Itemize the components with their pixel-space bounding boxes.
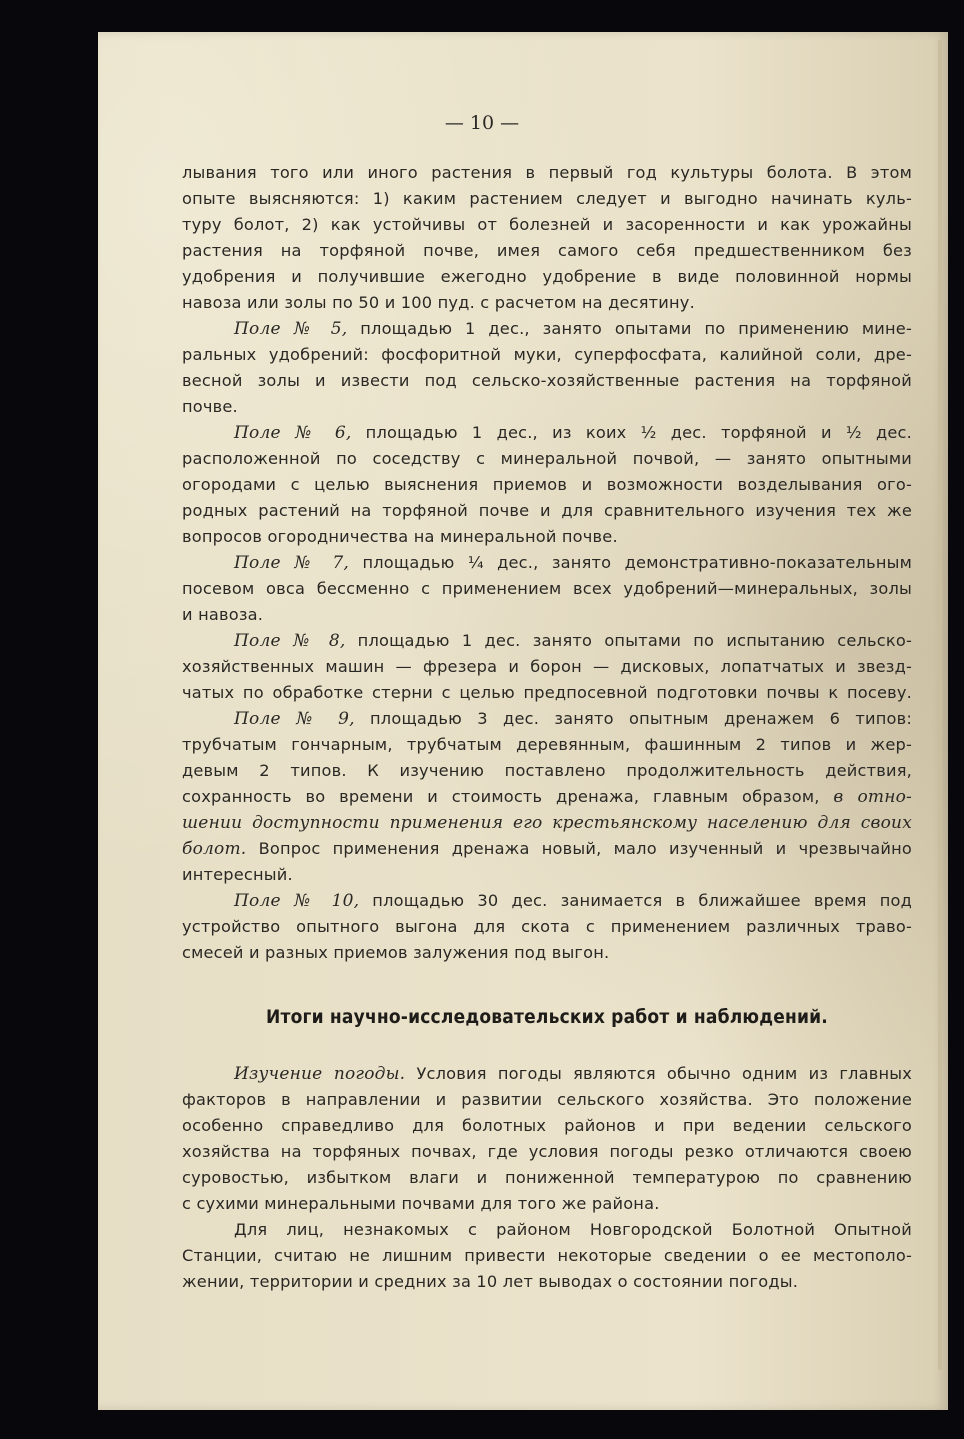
text-run: расположенной по соседству с минеральной почвой, — занято опытными	[182, 449, 912, 468]
text-line	[182, 1217, 912, 1243]
text-line	[182, 576, 912, 602]
text-run: ральных удобрений: фосфоритной муки, суперфосфата, калийной соли, дре-	[182, 345, 912, 364]
text-line	[182, 316, 912, 342]
text-line	[182, 888, 912, 914]
text-line	[182, 420, 912, 446]
text-line	[182, 732, 912, 758]
italic-run: Поле № 8,	[234, 631, 346, 651]
text-line	[182, 368, 912, 394]
italic-run: Поле № 5,	[234, 319, 348, 339]
text-line	[182, 394, 912, 420]
page-number: — 10 —	[444, 112, 520, 134]
text-run: смесей и разных приемов залужения под выгон.	[182, 943, 610, 962]
text-line	[182, 810, 912, 836]
text-line	[182, 186, 912, 212]
italic-run: Поле № 9,	[234, 709, 355, 729]
text-run: посевом овса бессменно с применением всех удобрений—минеральных, золы	[182, 579, 912, 598]
italic-run: Поле № 10,	[234, 891, 360, 911]
text-run: устройство опытного выгона для скота с применением различных траво-	[182, 917, 912, 936]
paragraphs-fields	[182, 160, 912, 966]
text-line	[182, 550, 912, 576]
text-run: удобрения и получившие ежегодно удобрение в виде половинной нормы	[182, 267, 912, 286]
text-run: интересный.	[182, 865, 293, 884]
text-run: лывания того или иного растения в первый год культуры болота. В этом	[182, 163, 912, 182]
text-run: суровостью, избытком влаги и пониженной температурою по сравнению	[182, 1168, 912, 1187]
italic-run: болот.	[182, 839, 247, 859]
text-line	[182, 758, 912, 784]
text-run: девым 2 типов. К изучению поставлено продолжительность действия,	[182, 761, 912, 780]
text-line	[182, 1061, 912, 1087]
text-line	[182, 1113, 912, 1139]
text-line	[182, 1139, 912, 1165]
text-line	[182, 1165, 912, 1191]
page-edge	[938, 40, 942, 1370]
text-run: весной золы и извести под сельско-хозяйственные растения на торфяной	[182, 371, 912, 390]
text-run: жении, территории и средних за 10 лет выводах о состоянии погоды.	[182, 1272, 799, 1291]
text-run: Вопрос применения дренажа новый, мало изученный и чрезвычайно	[246, 839, 912, 858]
text-line	[182, 290, 912, 316]
text-line	[182, 1243, 912, 1269]
italic-run: Изучение погоды.	[234, 1064, 406, 1084]
text-run: факторов в направлении и развитии сельского хозяйства. Это положение	[182, 1090, 912, 1109]
text-run: и навоза.	[182, 605, 264, 624]
text-run: вопросов огородничества на минеральной почве.	[182, 527, 618, 546]
text-line	[182, 524, 912, 550]
text-line	[182, 784, 912, 810]
text-line	[182, 212, 912, 238]
text-run: туру болот, 2) как устойчивы от болезней и засоренности и как урожайны	[182, 215, 912, 234]
text-run: чатых по обработке стерни с целью предпосевной подготовки почвы к посеву.	[182, 683, 912, 702]
section-heading: Итоги научно-исследовательских работ и наблюдений.	[266, 1006, 828, 1028]
text-line	[182, 238, 912, 264]
text-line	[182, 264, 912, 290]
text-run: хозяйственных машин — фрезера и борон — дисковых, лопатчатых и звезд-	[182, 657, 912, 676]
text-line	[182, 1191, 912, 1217]
text-run: площадью 1 дес. занято опытами по испытанию сельско-	[345, 631, 913, 650]
text-run: навоза или золы по 50 и 100 пуд. с расчетом на десятину.	[182, 293, 695, 312]
text-line	[182, 498, 912, 524]
text-run: площадью 1 дес., из коих ½ дес. торфяной и ½ дес.	[351, 423, 913, 442]
text-run: Станции, считаю не лишним привести некоторые сведении о ее местополо-	[182, 1246, 912, 1265]
text-run: площадью 3 дес. занято опытным дренажем 6 типов:	[354, 709, 912, 728]
text-line	[182, 628, 912, 654]
text-run: опыте выясняются: 1) каким растением следует и выгодно начинать куль-	[182, 189, 912, 208]
text-line	[182, 160, 912, 186]
italic-run: Поле № 7,	[234, 553, 350, 573]
text-line	[182, 1087, 912, 1113]
italic-run: Поле № 6,	[234, 423, 352, 443]
text-run: родных растений на торфяной почве и для сравнительного изучения тех же	[182, 501, 912, 520]
text-line	[182, 940, 912, 966]
text-run: трубчатым гончарным, трубчатым деревянным, фашинным 2 типов и жер-	[182, 735, 912, 754]
italic-run: шении доступности применения его крестьянскому населению для своих	[182, 813, 912, 833]
text-run: Условия погоды являются обычно одним из главных	[405, 1064, 912, 1083]
text-line	[182, 914, 912, 940]
text-line	[182, 862, 912, 888]
text-line	[182, 706, 912, 732]
text-run: особенно справедливо для болотных районов и при ведении сельского	[182, 1116, 912, 1135]
text-run: сохранность во времени и стоимость дренажа, главным образом,	[182, 787, 834, 806]
text-run: площадью ¼ дес., занято демонстративно-показательным	[349, 553, 913, 572]
text-run: площадью 30 дес. занимается в ближайшее время под	[359, 891, 912, 910]
text-run: хозяйства на торфяных почвах, где условия погоды резко отличаются своею	[182, 1142, 912, 1161]
text-run: площадью 1 дес., занято опытами по применению мине-	[347, 319, 912, 338]
text-run: почве.	[182, 397, 238, 416]
italic-run: в отно-	[833, 787, 912, 807]
text-line	[182, 654, 912, 680]
text-line	[182, 342, 912, 368]
text-run: с сухими минеральными почвами для того же района.	[182, 1194, 660, 1213]
text-line	[182, 836, 912, 862]
text-line	[182, 602, 912, 628]
text-line	[182, 680, 912, 706]
text-line	[182, 472, 912, 498]
text-run: растения на торфяной почве, имея самого себя предшественником без	[182, 241, 912, 260]
text-run: Для лиц, незнакомых с районом Новгородской Болотной Опытной	[234, 1220, 912, 1239]
text-line	[182, 1269, 912, 1295]
text-run: огородами с целью выяснения приемов и возможности возделывания ого-	[182, 475, 912, 494]
text-line	[182, 446, 912, 472]
paragraphs-weather	[182, 1061, 912, 1295]
